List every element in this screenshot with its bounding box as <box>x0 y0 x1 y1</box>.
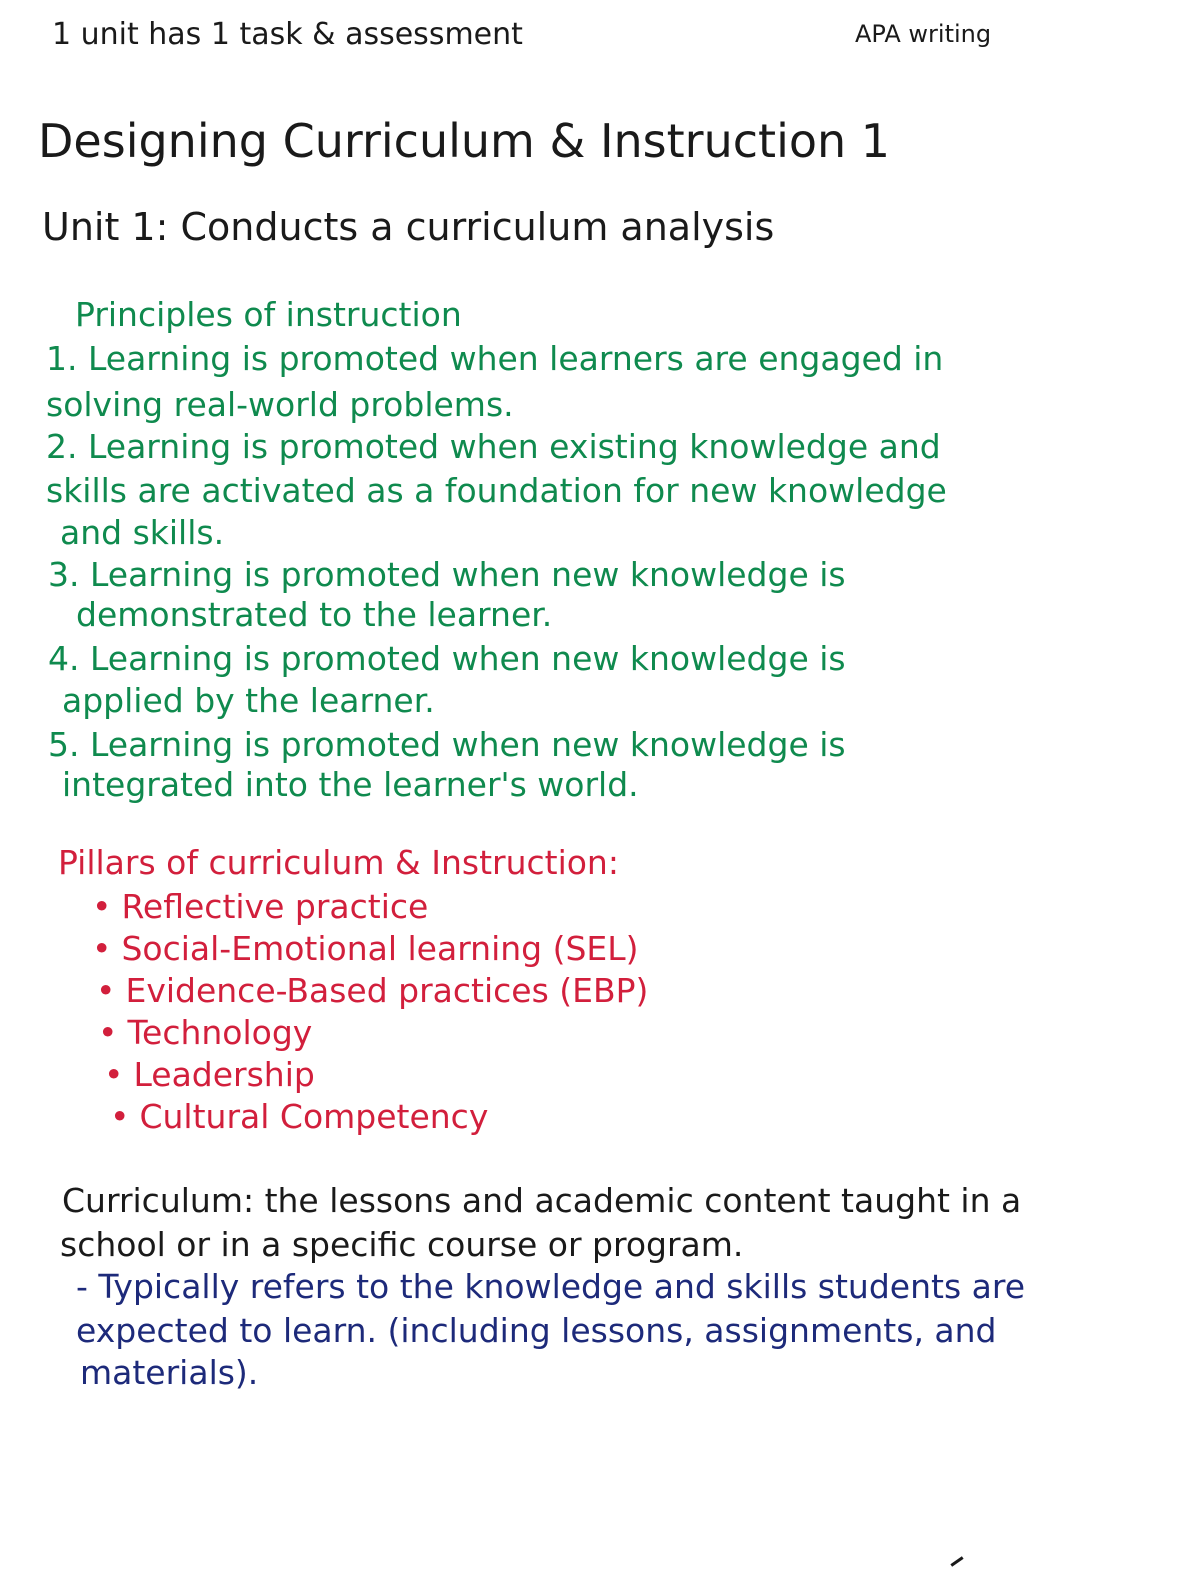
principle-line: solving real-world problems. <box>46 385 514 424</box>
principle-line: integrated into the learner's world. <box>62 765 639 804</box>
pillar-item-label: Reflective practice <box>121 887 429 926</box>
principle-line: 4. Learning is promoted when new knowledge is <box>48 639 846 678</box>
unit-heading: Unit 1: Conducts a curriculum analysis <box>42 205 775 249</box>
pillar-item: • Leadership <box>104 1055 315 1094</box>
header-right-note: APA writing <box>855 20 992 48</box>
pen-stroke-mark <box>950 1556 963 1566</box>
pillar-item: • Cultural Competency <box>110 1097 489 1136</box>
principles-heading: Principles of instruction <box>75 295 462 334</box>
page-title: Designing Curriculum & Instruction 1 <box>38 114 891 168</box>
pillar-item: • Reflective practice <box>92 887 429 926</box>
pillar-item-label: Technology <box>127 1013 313 1052</box>
pillar-item-label: Leadership <box>133 1055 315 1094</box>
curriculum-note-line: expected to learn. (including lessons, assignments, and <box>76 1311 997 1350</box>
header-left-note: 1 unit has 1 task & assessment <box>52 17 523 52</box>
principle-line: demonstrated to the learner. <box>76 595 553 634</box>
principle-line: applied by the learner. <box>62 681 435 720</box>
principle-line: skills are activated as a foundation for new knowledge <box>46 471 947 510</box>
pillar-item: • Evidence-Based practices (EBP) <box>96 971 649 1010</box>
curriculum-definition-line: school or in a specific course or program. <box>60 1225 744 1264</box>
curriculum-note-line: - Typically refers to the knowledge and skills students are <box>76 1267 1025 1306</box>
principle-line: and skills. <box>60 513 225 552</box>
pillars-heading: Pillars of curriculum & Instruction: <box>58 843 619 882</box>
pillar-item-label: Social-Emotional learning (SEL) <box>121 929 639 968</box>
principle-line: 1. Learning is promoted when learners are engaged in <box>46 339 944 378</box>
pillar-item: • Technology <box>98 1013 313 1052</box>
principle-line: 5. Learning is promoted when new knowledge is <box>48 725 846 764</box>
curriculum-definition-line: Curriculum: the lessons and academic content taught in a <box>62 1181 1022 1220</box>
curriculum-note-line: materials). <box>80 1353 259 1392</box>
pillar-item: • Social-Emotional learning (SEL) <box>92 929 639 968</box>
pillar-item-label: Cultural Competency <box>139 1097 489 1136</box>
principle-line: 2. Learning is promoted when existing knowledge and <box>46 427 941 466</box>
principle-line: 3. Learning is promoted when new knowledge is <box>48 555 846 594</box>
pillar-item-label: Evidence-Based practices (EBP) <box>125 971 649 1010</box>
